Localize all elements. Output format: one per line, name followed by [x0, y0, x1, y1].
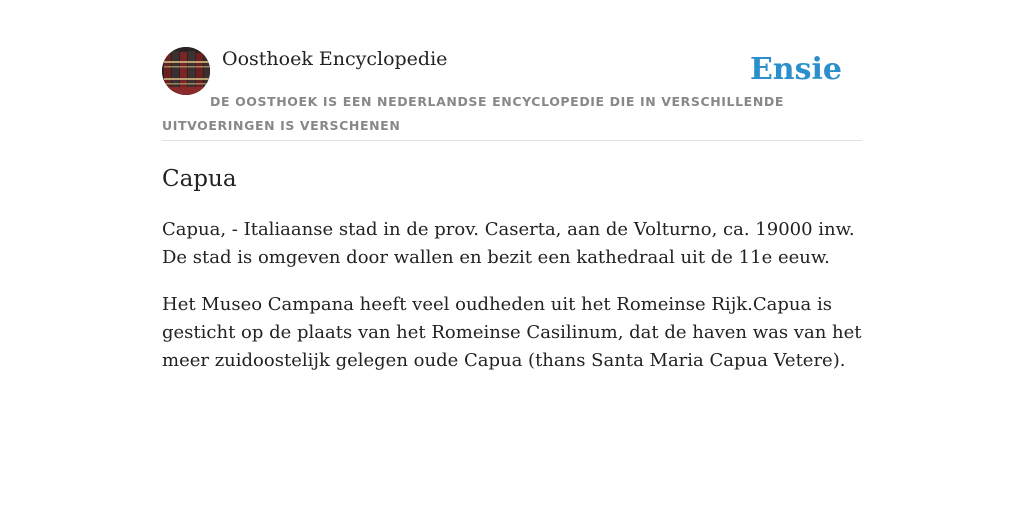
source-avatar[interactable]	[162, 47, 210, 95]
site-title[interactable]: Oosthoek Encyclopedie	[222, 48, 448, 70]
brand-logo[interactable]: Ensie	[749, 52, 842, 87]
article-paragraph: Capua, - Italiaanse stad in de prov. Caserta, aan de Volturno, ca. 19000 inw. De stad is omgeven door wallen en bezit een kathedraal uit de 11e eeuw.	[162, 219, 855, 268]
book-spines-icon	[162, 47, 210, 95]
site-tagline: DE OOSTHOEK IS EEN NEDERLANDSE ENCYCLOPEDIE DIE IN VERSCHILLENDE UITVOERINGEN IS VERSCHENEN	[162, 94, 784, 133]
page-title: Capua	[162, 166, 237, 192]
site-header	[162, 46, 862, 141]
article-paragraph: Het Museo Campana heeft veel oudheden uit het Romeinse Rijk.Capua is gesticht op de plaats van het Romeinse Casilinum, dat de haven was van het meer zuidoostelijk gelegen oude Capua (thans Santa Maria Capua Vetere).	[162, 294, 862, 371]
